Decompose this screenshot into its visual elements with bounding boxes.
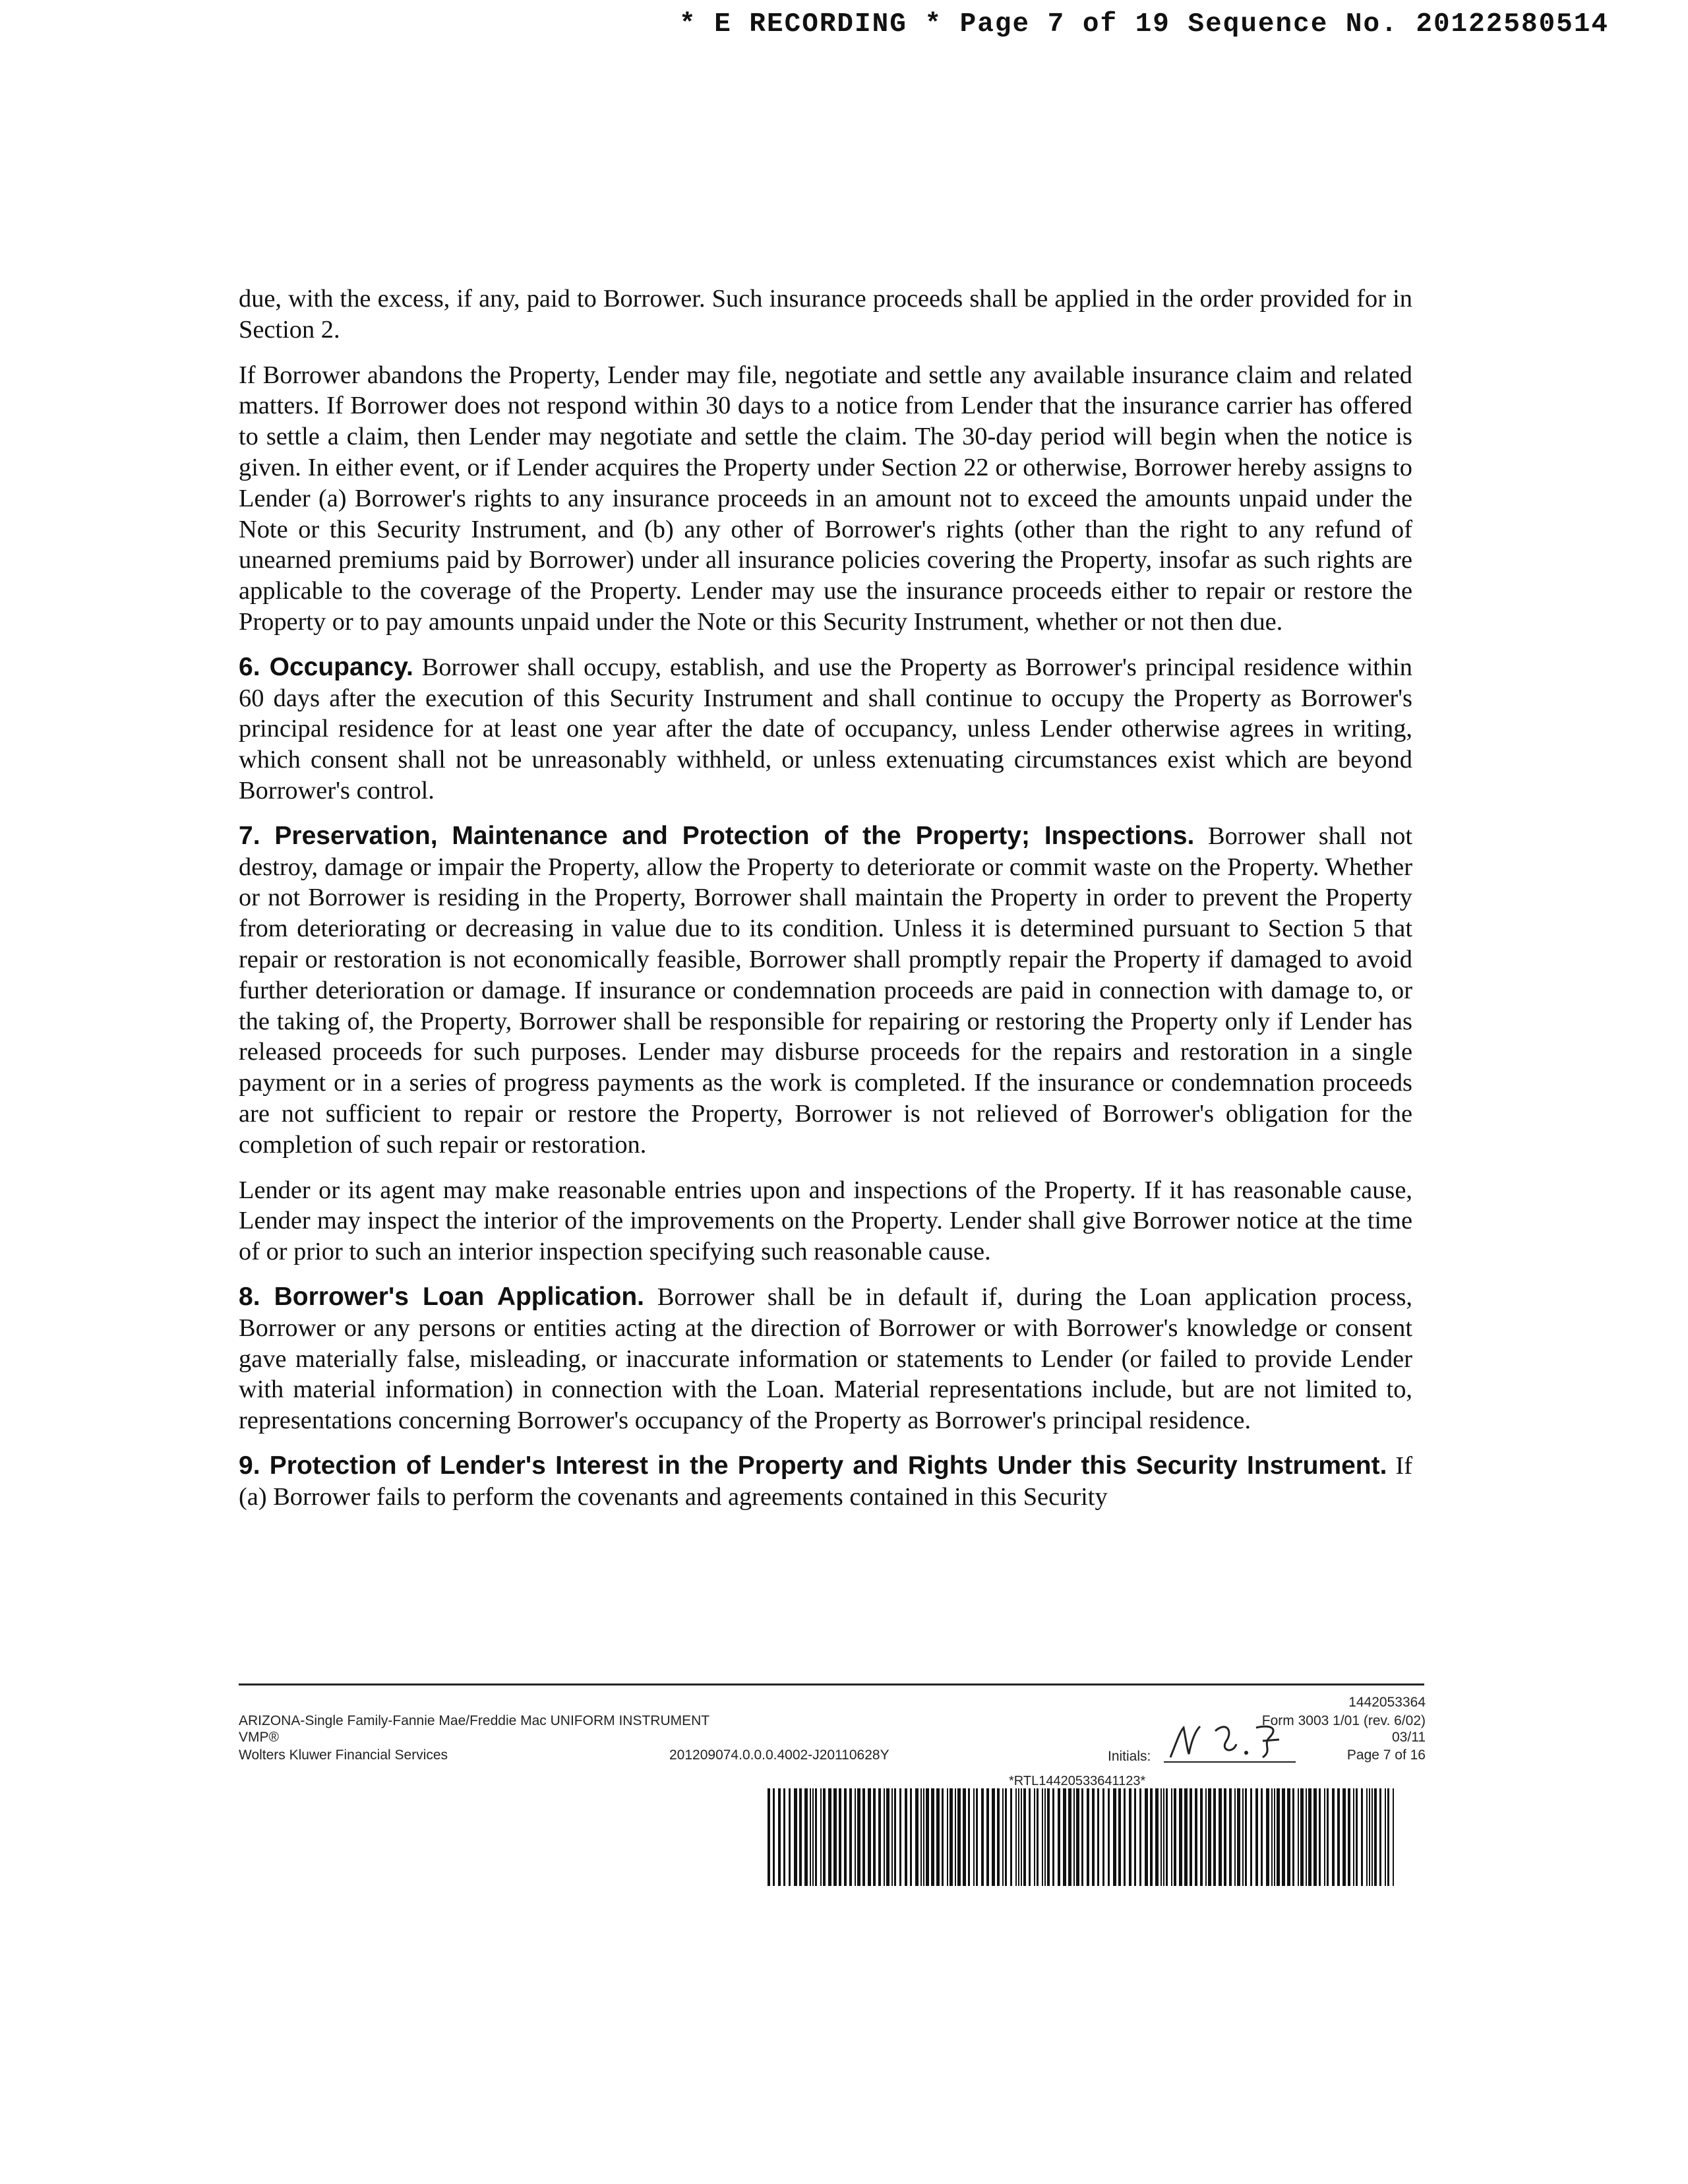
paragraph-abandonment: If Borrower abandons the Property, Lender may file, negotiate and settle any available insurance claim and related matters. If Borrower does not respond within 30 days to a notice from Lender that the insurance carrier has offered to settle a claim, then Lender may negotiate and settle the claim. The 30-day period will begin when the notice is given. In either event, or if Lender acquires the Property under Section 22 or otherwise, Borrower hereby assigns to Lender (a) Borrower's rights to any insurance proceeds in an amount not to exceed the amounts unpaid under the Note or this Security Instrument, and (b) any other of Borrower's rights (other than the right to any refund of unearned premiums paid by Borrower) under all insurance policies covering the Property, insofar as such rights are applicable to the coverage of the Property. Lender may use the insurance proceeds either to repair or restore the Property or to pay amounts unpaid under the Note or this Security Instrument, whether or not then due. [239, 361, 1412, 636]
barcode-bar [992, 1788, 995, 1886]
paragraph-insurance-proceeds: due, with the excess, if any, paid to Borrower. Such insurance proceeds shall be applied in the order provided for in Section 2. [239, 285, 1412, 344]
barcode-bar [1332, 1788, 1335, 1886]
barcode-caption: *RTL14420533641123* [1009, 1774, 1146, 1788]
barcode-bar [1005, 1788, 1007, 1886]
section-9-protection [239, 1451, 1412, 1513]
barcode-bar [884, 1788, 885, 1886]
barcode-bar [915, 1788, 919, 1886]
barcode-bar [820, 1788, 822, 1886]
barcode-bar [1063, 1788, 1066, 1886]
barcode-bar [1208, 1788, 1211, 1886]
barcode-bar [1274, 1788, 1275, 1886]
barcode-bar [1058, 1788, 1060, 1886]
vmp-label: VMP® [239, 1730, 279, 1745]
document-barcode [765, 1788, 1398, 1886]
section-7-heading: 7. Preservation, Maintenance and Protection of the Property; Inspections. [239, 821, 1195, 850]
barcode-bar [1021, 1788, 1022, 1886]
barcode-bar [1155, 1788, 1159, 1886]
barcode-bar [968, 1788, 970, 1886]
barcode-bar [931, 1788, 934, 1886]
section-9-heading: 9. Protection of Lender's Interest in the Property and Rights Under this Security Instrument. [239, 1451, 1387, 1480]
barcode-bar [1018, 1788, 1019, 1886]
barcode-bar [1313, 1788, 1317, 1886]
barcode-bar [1190, 1788, 1192, 1886]
recording-header: * E RECORDING * Page 7 of 19 Sequence No. 20122580514 [678, 9, 1609, 40]
barcode-bar [849, 1788, 852, 1886]
barcode-bar [1255, 1788, 1258, 1886]
barcode-bar [1353, 1788, 1354, 1886]
section-7-preservation [239, 821, 1412, 1161]
barcode-bar [894, 1788, 896, 1886]
barcode-bar [1015, 1788, 1017, 1886]
barcode-bar [957, 1788, 961, 1886]
barcode-bar [1097, 1788, 1099, 1886]
form-title: ARIZONA-Single Family-Fannie Mae/Freddie Mac UNIFORM INSTRUMENT [239, 1713, 710, 1728]
barcode-bar [1234, 1788, 1236, 1886]
barcode-bar [1174, 1788, 1176, 1886]
barcode-bar [799, 1788, 802, 1886]
barcode-bar [1324, 1788, 1325, 1886]
section-8-text: Borrower shall be in default if, during the Loan application process, Borrower or any persons or entities acting at the direction of Borrower or with Borrower's knowledge or consent gave materially false, misleading, or inaccurate information or statements to Lender (or failed to provide Lender with material information) in connection with the Loan. Material representations include, but are not limited to, representations concerning Borrower's occupancy of the Property as Borrower's principal residence. [239, 1283, 1412, 1435]
barcode-bar [1108, 1788, 1110, 1886]
form-number: Form 3003 1/01 (rev. 6/02) [1261, 1713, 1426, 1728]
barcode-bar [833, 1788, 837, 1886]
barcode-bar [936, 1788, 940, 1886]
barcode-bar [950, 1788, 953, 1886]
barcode-bar [844, 1788, 847, 1886]
barcode-bar [1342, 1788, 1346, 1886]
barcode-bar [823, 1788, 826, 1886]
barcode-bar [1145, 1788, 1148, 1886]
barcode-bar [1166, 1788, 1168, 1886]
barcode-bar [1037, 1788, 1039, 1886]
barcode-bar [976, 1788, 978, 1886]
document-code: 201209074.0.0.0.4002-J20110628Y [669, 1747, 889, 1763]
initials-label: Initials: [1108, 1749, 1151, 1764]
publisher-name: Wolters Kluwer Financial Services [239, 1747, 448, 1763]
barcode-bar [1374, 1788, 1377, 1886]
barcode-bar [1393, 1788, 1394, 1886]
barcode-bar [828, 1788, 831, 1886]
barcode-bar [1081, 1788, 1083, 1886]
barcode-bar [886, 1788, 889, 1886]
barcode-bar [1160, 1788, 1162, 1886]
barcode-bar [1250, 1788, 1252, 1886]
section-6-occupancy [239, 652, 1412, 806]
barcode-bar [1023, 1788, 1026, 1886]
barcode-bar [986, 1788, 989, 1886]
barcode-bar [1337, 1788, 1340, 1886]
barcode-bar [857, 1788, 860, 1886]
barcode-bar [1034, 1788, 1035, 1886]
barcode-bar [1224, 1788, 1226, 1886]
document-body [239, 284, 1412, 1527]
barcode-bar [973, 1788, 975, 1886]
barcode-bar [1129, 1788, 1131, 1886]
barcode-bar [768, 1788, 770, 1886]
barcode-bar [1150, 1788, 1153, 1886]
barcode-bar [926, 1788, 929, 1886]
barcode-bar [1092, 1788, 1095, 1886]
barcode-bar [1047, 1788, 1050, 1886]
barcode-bar [1118, 1788, 1121, 1886]
barcode-bar [773, 1788, 775, 1886]
barcode-bar [1266, 1788, 1269, 1886]
barcode-bar [1327, 1788, 1329, 1886]
barcode-bar [923, 1788, 924, 1886]
barcode-bar [1300, 1788, 1304, 1886]
barcode-bar [1261, 1788, 1263, 1886]
section-7-text: Borrower shall not destroy, damage or impair the Property, allow the Property to deteriorate or commit waste on the Property. Whether or not Borrower is residing in the Property, Borrower shall maintain the Property in order to prevent the Property from deteriorating or decreasing in value due to its condition. Unless it is determined pursuant to Section 5 that repair or restoration is not economically feasible, Borrower shall promptly repair the Property if damaged to avoid further deterioration or damage. If insurance or condemnation proceeds are paid in connection with damage to, or the taking of, the Property, Borrower shall be responsible for repairing or restoring the Property only if Lender has released proceeds for such purposes. Lender may disburse proceeds for the repairs and restoration in a single payment or in a series of progress payments as the work is completed. If the insurance or condemnation proceeds are not sufficient to repair or restore the Property, Borrower is not relieved of Borrower's obligation for the completion of such repair or restoration. [239, 822, 1413, 1159]
barcode-bar [1379, 1788, 1381, 1886]
barcode-bar [1044, 1788, 1046, 1886]
barcode-bar [1002, 1788, 1004, 1886]
loan-number: 1442053364 [1348, 1695, 1426, 1710]
barcode-bar [1139, 1788, 1141, 1886]
barcode-bar [1042, 1788, 1043, 1886]
barcode-bar [1179, 1788, 1182, 1886]
barcode-bar [783, 1788, 785, 1886]
barcode-bar [1271, 1788, 1273, 1886]
barcode-bar [1245, 1788, 1247, 1886]
barcode-bar [1229, 1788, 1232, 1886]
barcode-bar [899, 1788, 901, 1886]
barcode-bar [1387, 1788, 1389, 1886]
barcode-bar [905, 1788, 907, 1886]
barcode-bar [812, 1788, 814, 1886]
barcode-bar [955, 1788, 956, 1886]
section-8-heading: 8. Borrower's Loan Application. [239, 1282, 644, 1311]
barcode-bar [1219, 1788, 1222, 1886]
section-6-heading: 6. Occupancy. [239, 652, 413, 681]
barcode-bar [1087, 1788, 1089, 1886]
barcode-bar [862, 1788, 865, 1886]
barcode-bar [1195, 1788, 1197, 1886]
barcode-bar [1372, 1788, 1373, 1886]
page-number: Page 7 of 16 [1346, 1747, 1426, 1763]
barcode-bar [873, 1788, 876, 1886]
barcode-bar [1184, 1788, 1188, 1886]
barcode-bar [868, 1788, 871, 1886]
barcode-bar [891, 1788, 893, 1886]
barcode-bar [1052, 1788, 1054, 1886]
barcode-bar [810, 1788, 811, 1886]
barcode-bar [1366, 1788, 1368, 1886]
barcode-bar [1385, 1788, 1386, 1886]
barcode-bar [839, 1788, 841, 1886]
barcode-bar [804, 1788, 808, 1886]
barcode-bar [855, 1788, 856, 1886]
barcode-bar [963, 1788, 966, 1886]
barcode-bar [1124, 1788, 1126, 1886]
barcode-bar [1171, 1788, 1172, 1886]
barcode-bar [1102, 1788, 1104, 1886]
barcode-bar [1205, 1788, 1207, 1886]
barcode-bar [1134, 1788, 1136, 1886]
barcode-bar [1306, 1788, 1307, 1886]
section-7-inspections: Lender or its agent may make reasonable entries upon and inspections of the Property. If it has reasonable cause, Lender may inspect the interior of the improvements on the Property. Lender shall give Borrower notice at the time of or prior to such an interior inspection specifying such reasonable cause. [239, 1176, 1412, 1266]
barcode-bar [1298, 1788, 1299, 1886]
barcode-bar [997, 1788, 1000, 1886]
barcode-bar [920, 1788, 922, 1886]
barcode-bar [1073, 1788, 1075, 1886]
barcode-bar [1076, 1788, 1079, 1886]
section-6-text: Borrower shall occupy, establish, and use the Property as Borrower's principal residence within 60 days after the execution of this Security Instrument and shall continue to occupy the Property as Borrower's principal residence for at least one year after the date of occupancy, unless Lender otherwise agrees in writing, which consent shall not be unreasonably withheld, or unless extenuating circumstances exist which are beyond Borrower's control. [239, 653, 1412, 804]
barcode-bar [1348, 1788, 1350, 1886]
barcode-bar [1213, 1788, 1216, 1886]
barcode-bar [981, 1788, 984, 1886]
barcode-bar [1356, 1788, 1358, 1886]
barcode-bar [1029, 1788, 1031, 1886]
barcode-bar [1319, 1788, 1321, 1886]
initials-signature [1164, 1714, 1296, 1767]
barcode-bar [1068, 1788, 1071, 1886]
barcode-bar [778, 1788, 781, 1886]
barcode-bar [947, 1788, 948, 1886]
barcode-bar [794, 1788, 797, 1886]
barcode-bar [1242, 1788, 1244, 1886]
barcode-bar [1010, 1788, 1012, 1886]
barcode-bar [1237, 1788, 1240, 1886]
barcode-bar [1287, 1788, 1290, 1886]
barcode-bar [1113, 1788, 1116, 1886]
footer-divider [239, 1684, 1424, 1685]
barcode-bar [942, 1788, 944, 1886]
section-9-text: If (a) Borrower fails to perform the covenants and agreements contained in this Security [239, 1451, 1412, 1511]
barcode-bar [1369, 1788, 1370, 1886]
barcode-bar [1200, 1788, 1203, 1886]
barcode-bar [789, 1788, 791, 1886]
barcode-bar [878, 1788, 881, 1886]
barcode-bar [1163, 1788, 1164, 1886]
barcode-bar [1361, 1788, 1363, 1886]
barcode-bar [910, 1788, 912, 1886]
date-code: 03/11 [1392, 1730, 1426, 1745]
barcode-bar [1282, 1788, 1285, 1886]
section-8-loan-application [239, 1282, 1412, 1436]
barcode-bar [1277, 1788, 1280, 1886]
barcode-bar [1292, 1788, 1294, 1886]
barcode-bar [815, 1788, 817, 1886]
barcode-bar [1308, 1788, 1311, 1886]
